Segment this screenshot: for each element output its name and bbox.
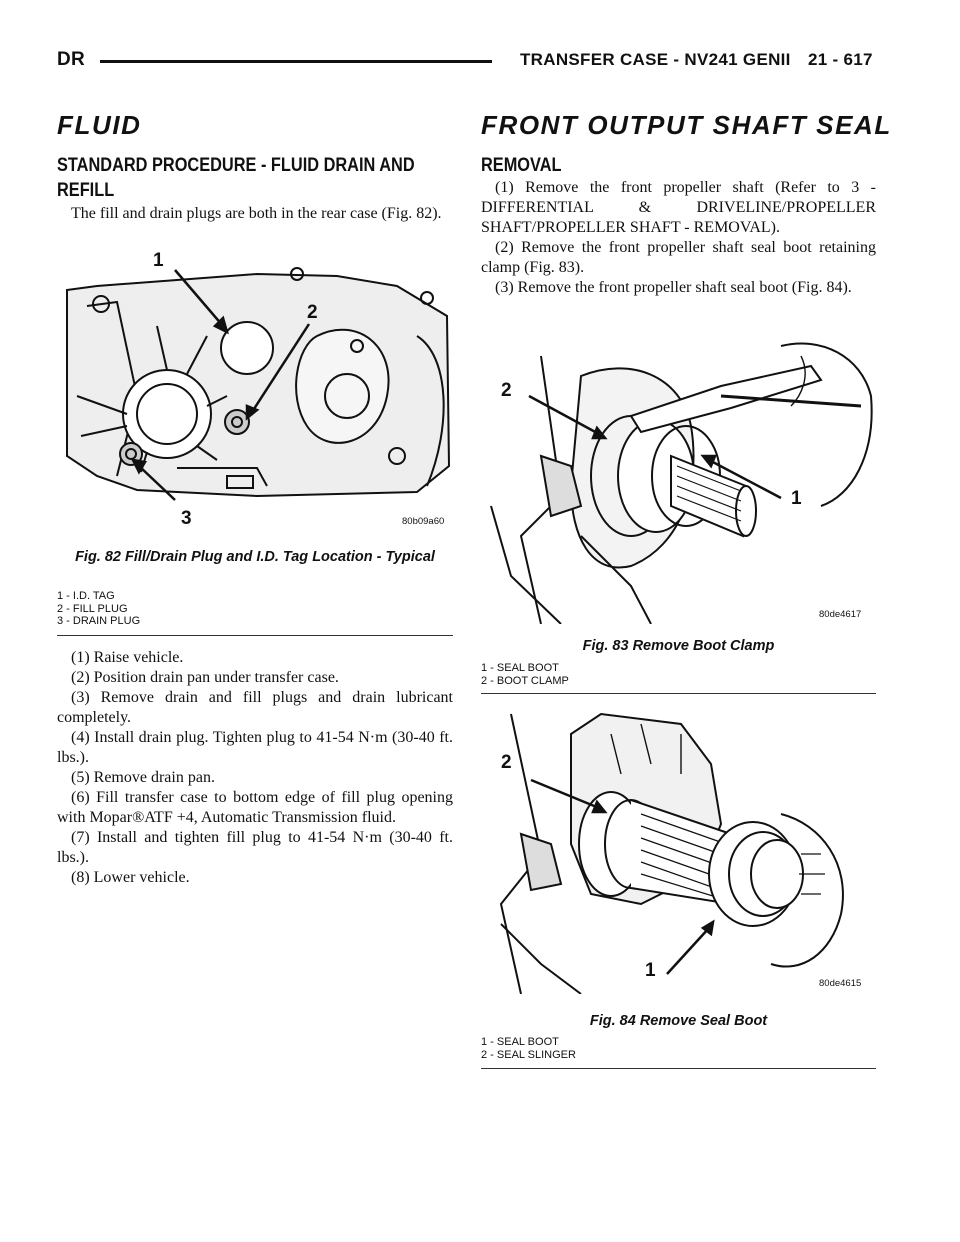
figure-83-code: 80de4617 (819, 609, 862, 620)
step: (3) Remove the front propeller shaft seal boot (Fig. 84). (495, 279, 852, 296)
step: (4) Install drain plug. Tighten plug to 41-54 N·m (30-40 ft. lbs.). (57, 729, 453, 766)
subheading-fluid-drain-refill: STANDARD PROCEDURE - FLUID DRAIN AND REFILL (57, 155, 415, 201)
figure-83-callout-2: 2 (501, 380, 512, 401)
header-title: TRANSFER CASE - NV241 GENII (520, 50, 791, 69)
figure-83-caption: Fig. 83 Remove Boot Clamp (582, 638, 775, 654)
legend-item: 1 - SEAL BOOT (481, 1036, 559, 1048)
figure-83-rule (481, 693, 876, 694)
figure-82-callout-1: 1 (153, 250, 164, 271)
figure-84-caption: Fig. 84 Remove Seal Boot (589, 1013, 768, 1029)
legend-item: 2 - SEAL SLINGER (481, 1048, 576, 1061)
header-left: DR (57, 49, 86, 70)
figure-84-illustration (481, 704, 876, 994)
fluid-steps (57, 648, 453, 888)
section-title-fluid: FLUID (57, 110, 142, 140)
step: (6) Fill transfer case to bottom edge of fill plug opening with Mopar®ATF +4, Automatic Transmission fluid. (57, 789, 453, 826)
figure-82-legend (57, 590, 140, 628)
header-rule (100, 60, 492, 63)
step: (1) Raise vehicle. (71, 649, 184, 666)
figure-83-legend (481, 662, 569, 687)
figure-84-legend (481, 1036, 576, 1061)
figure-83-illustration (481, 336, 876, 624)
step: (1) Remove the front propeller shaft (Refer to 3 - DIFFERENTIAL & DRIVELINE/PROPELLER SHAFT/PROPELLER SHAFT - REMOVAL). (481, 179, 876, 236)
legend-item: 2 - BOOT CLAMP (481, 674, 569, 687)
step: (7) Install and tighten fill plug to 41-54 N·m (30-40 ft. lbs.). (57, 829, 453, 866)
transfer-case-drawing (57, 246, 453, 530)
figure-82-rule (57, 635, 453, 636)
header-page-number: 21 - 617 (808, 50, 873, 69)
legend-item: 2 - FILL PLUG (57, 602, 128, 615)
step: (2) Position drain pan under transfer case. (71, 669, 339, 686)
figure-84-callout-2: 2 (501, 752, 512, 773)
subheading-removal: REMOVAL (481, 155, 562, 176)
removal-steps (481, 178, 876, 298)
step: (5) Remove drain pan. (71, 769, 215, 786)
legend-item: 1 - I.D. TAG (57, 590, 115, 602)
step: (3) Remove drain and fill plugs and drain lubricant completely. (57, 689, 453, 726)
figure-84-callout-1: 1 (645, 960, 656, 981)
figure-82-illustration (57, 246, 453, 530)
boot-clamp-drawing (481, 336, 876, 624)
figure-82-caption: Fig. 82 Fill/Drain Plug and I.D. Tag Location - Typical (75, 549, 435, 565)
legend-item: 1 - SEAL BOOT (481, 662, 559, 674)
seal-boot-drawing (481, 704, 876, 994)
step: (8) Lower vehicle. (71, 869, 190, 886)
intro-paragraph: The fill and drain plugs are both in the rear case (Fig. 82). (71, 205, 442, 222)
legend-item: 3 - DRAIN PLUG (57, 615, 141, 627)
figure-82-callout-3: 3 (181, 508, 192, 529)
figure-84-rule (481, 1068, 876, 1069)
figure-82-code: 80b09a60 (402, 516, 445, 527)
step: (2) Remove the front propeller shaft seal boot retaining clamp (Fig. 83). (481, 239, 876, 276)
figure-83-callout-1: 1 (791, 488, 802, 509)
figure-82-callout-2: 2 (307, 302, 318, 323)
section-title-front-output-shaft-seal: FRONT OUTPUT SHAFT SEAL (481, 110, 892, 140)
figure-84-code: 80de4615 (819, 978, 862, 989)
